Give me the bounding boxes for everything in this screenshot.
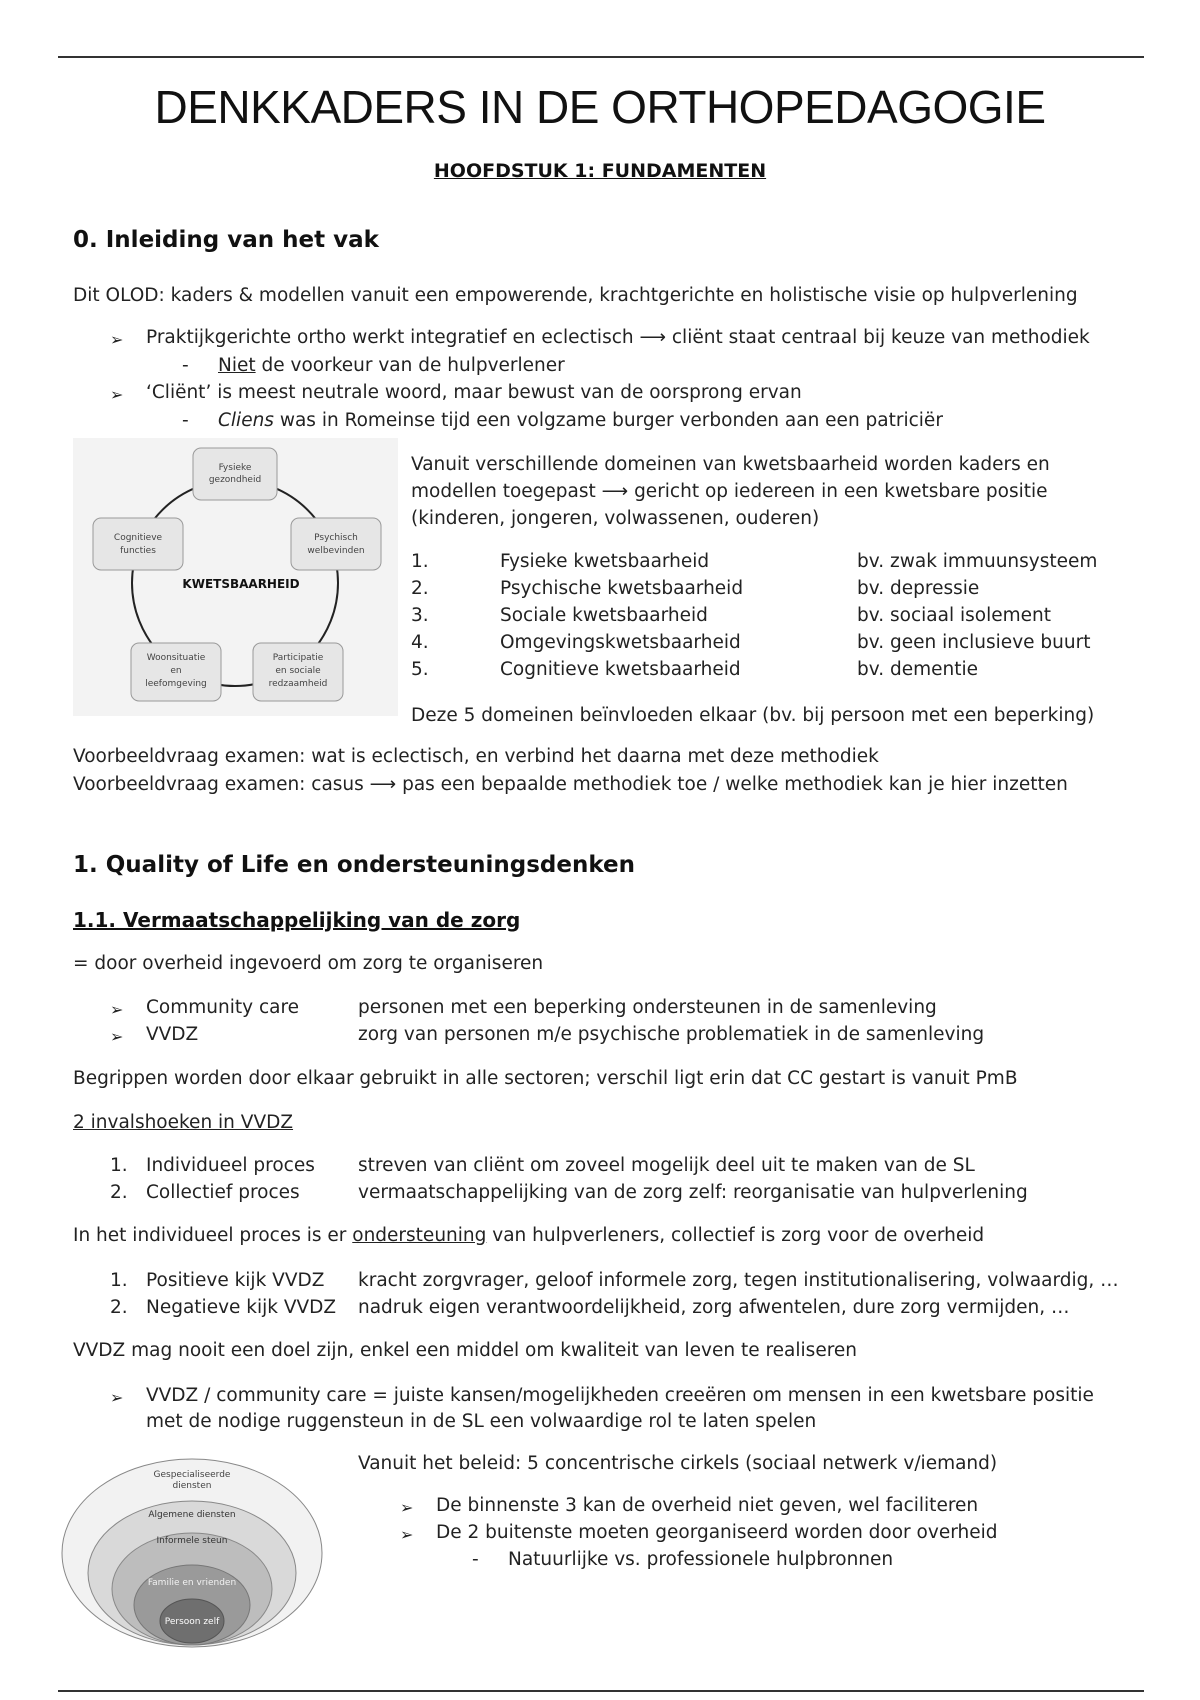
bullet-arrow-icon: ➢ (400, 1525, 414, 1544)
top-rule (58, 56, 1144, 58)
node-label: redzaamheid (268, 679, 328, 689)
bullet-arrow-icon: ➢ (110, 1027, 124, 1046)
bullet-item: Praktijkgerichte ortho werkt integratief en eclectisch ⟶ cliënt staat centraal bij keuze van methodiek (146, 327, 1090, 348)
term-description: personen met een beperking ondersteunen in de samenleving (358, 997, 937, 1018)
circle-label: Persoon zelf (164, 1617, 220, 1627)
diagram-center-label: KWETSBAARHEID (182, 577, 300, 591)
sub-bullet-item (218, 355, 565, 376)
circle-label: Gespecialiseerde (153, 1470, 231, 1480)
bullet-item-continued: met de nodige ruggensteun in de SL een volwaardige rol te laten spelen (146, 1411, 817, 1432)
kwetsbaarheid-diagram (73, 438, 398, 716)
term-label: Collectief proces (146, 1182, 300, 1203)
term-description: kracht zorgvrager, geloof informele zorg, tegen institutionalisering, volwaardig, … (358, 1270, 1119, 1291)
list-number: 2. (110, 1182, 128, 1203)
domain-example: bv. geen inclusieve buurt (857, 632, 1091, 653)
list-number: 1. (110, 1270, 128, 1291)
domain-example: bv. depressie (857, 578, 980, 599)
bullet-arrow-icon: ➢ (110, 330, 124, 349)
sub-bullet-item: Natuurlijke vs. professionele hulpbronnen (508, 1549, 894, 1570)
subsection-heading: 1.1. Vermaatschappelijking van de zorg (73, 908, 521, 932)
emphasis-word: Cliens (218, 410, 274, 431)
emphasis-word: ondersteuning (352, 1225, 487, 1246)
domains-intro-line: Vanuit verschillende domeinen van kwetsbaarheid worden kaders en (411, 454, 1050, 475)
domain-number: 2. (411, 578, 429, 599)
node-label: Woonsituatie (146, 653, 206, 663)
node-label: welbevinden (307, 546, 365, 556)
sub-bullet-text: was in Romeinse tijd een volgzame burger verbonden aan een patriciër (273, 410, 943, 431)
node-label: Psychisch (314, 533, 358, 543)
definition-line: = door overheid ingevoerd om zorg te organiseren (73, 953, 544, 974)
domain-name: Sociale kwetsbaarheid (500, 605, 708, 626)
node-label: Fysieke (218, 463, 252, 473)
domain-number: 3. (411, 605, 429, 626)
term-description: nadruk eigen verantwoordelijkheid, zorg afwentelen, dure zorg vermijden, … (358, 1297, 1070, 1318)
domain-example: bv. dementie (857, 659, 979, 680)
bullet-item: VVDZ / community care = juiste kansen/mogelijkheden creeëren om mensen in een kwetsbare positie (146, 1385, 1094, 1406)
bullet-item: De binnenste 3 kan de overheid niet geven, wel faciliteren (436, 1495, 979, 1516)
circle-label: Informele steun (156, 1536, 228, 1546)
list-number: 2. (110, 1297, 128, 1318)
domain-name: Psychische kwetsbaarheid (500, 578, 744, 599)
sub-bullet-item (218, 410, 943, 431)
paragraph: VVDZ mag nooit een doel zijn, enkel een middel om kwaliteit van leven te realiseren (73, 1340, 858, 1361)
term-description: streven van cliënt om zoveel mogelijk deel uit te maken van de SL (358, 1155, 975, 1176)
term-label: Individueel proces (146, 1155, 315, 1176)
chapter-subtitle: HOOFDSTUK 1: FUNDAMENTEN (433, 160, 767, 182)
concentric-circles-diagram (58, 1455, 326, 1651)
document-title: DENKKADERS IN DE ORTHOPEDAGOGIE (154, 81, 1046, 133)
domains-intro-line: modellen toegepast ⟶ gericht op iedereen in een kwetsbare positie (411, 481, 1048, 502)
circle-label: Familie en vrienden (147, 1578, 237, 1588)
domains-intro-line: (kinderen, jongeren, volwassenen, ouderen) (411, 508, 820, 529)
domain-name: Cognitieve kwetsbaarheid (500, 659, 741, 680)
domain-name: Fysieke kwetsbaarheid (500, 551, 710, 572)
paragraph: Vanuit het beleid: 5 concentrische cirkels (sociaal netwerk v/iemand) (358, 1453, 998, 1474)
section-0-heading: 0. Inleiding van het vak (73, 227, 379, 253)
exam-question: Voorbeeldvraag examen: casus ⟶ pas een bepaalde methodiek toe / welke methodiek kan je hier inzetten (73, 774, 1068, 795)
domain-number: 5. (411, 659, 429, 680)
term-description: vermaatschappelijking van de zorg zelf: reorganisatie van hulpverlening (358, 1182, 1028, 1203)
underlined-heading: 2 invalshoeken in VVDZ (73, 1112, 294, 1133)
bullet-arrow-icon: ➢ (110, 1000, 124, 1019)
term-label: VVDZ (146, 1024, 199, 1045)
node-label: Participatie (272, 653, 324, 663)
bullet-item: De 2 buitenste moeten georganiseerd worden door overheid (436, 1522, 998, 1543)
domain-number: 4. (411, 632, 429, 653)
bullet-arrow-icon: ➢ (110, 385, 124, 404)
domains-note: Deze 5 domeinen beïnvloeden elkaar (bv. bij persoon met een beperking) (411, 705, 1095, 726)
circle-label: Algemene diensten (148, 1510, 236, 1520)
dash-icon: - (182, 355, 189, 376)
domain-number: 1. (411, 551, 429, 572)
paragraph (73, 1225, 984, 1246)
domain-name: Omgevingskwetsbaarheid (500, 632, 741, 653)
domain-example: bv. sociaal isolement (857, 605, 1051, 626)
node-label: en (170, 666, 182, 676)
text-run: van hulpverleners, collectief is zorg voor de overheid (486, 1225, 985, 1246)
term-label: Positieve kijk VVDZ (146, 1270, 325, 1291)
node-label: gezondheid (208, 475, 262, 485)
node-label: Cognitieve (113, 533, 163, 543)
dash-icon: - (182, 410, 189, 431)
emphasis-word: Niet (218, 355, 256, 376)
dash-icon: - (472, 1549, 479, 1570)
node-label: functies (120, 546, 156, 556)
domain-example: bv. zwak immuunsysteem (857, 551, 1098, 572)
term-description: zorg van personen m/e psychische problematiek in de samenleving (358, 1024, 985, 1045)
exam-question: Voorbeeldvraag examen: wat is eclectisch, en verbind het daarna met deze methodiek (73, 746, 879, 767)
node-label: en sociale (275, 666, 321, 676)
section-1-heading: 1. Quality of Life en ondersteuningsdenken (73, 852, 636, 878)
term-label: Community care (146, 997, 300, 1018)
bullet-item: ‘Cliënt’ is meest neutrale woord, maar bewust van de oorsprong ervan (146, 382, 802, 403)
term-label: Negatieve kijk VVDZ (146, 1297, 337, 1318)
circle-label: diensten (172, 1481, 212, 1491)
sub-bullet-text: de voorkeur van de hulpverlener (255, 355, 565, 376)
node-label: leefomgeving (145, 679, 207, 689)
paragraph: Begrippen worden door elkaar gebruikt in alle sectoren; verschil ligt erin dat CC gestart is vanuit PmB (73, 1068, 1018, 1089)
intro-paragraph: Dit OLOD: kaders & modellen vanuit een empowerende, krachtgerichte en holistische visie op hulpverlening (73, 285, 1078, 306)
list-number: 1. (110, 1155, 128, 1176)
bullet-arrow-icon: ➢ (110, 1388, 124, 1407)
bottom-rule (58, 1690, 1144, 1692)
text-run: In het individueel proces is er (73, 1225, 353, 1246)
bullet-arrow-icon: ➢ (400, 1498, 414, 1517)
